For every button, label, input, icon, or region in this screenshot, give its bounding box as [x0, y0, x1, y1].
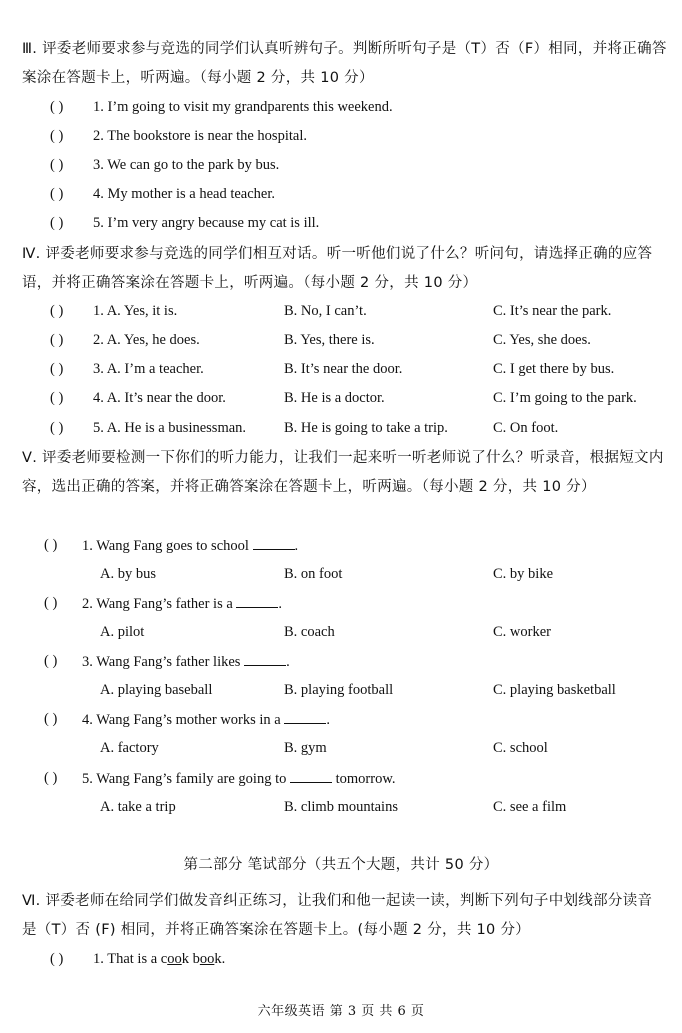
answer-paren: ( ) — [44, 711, 58, 727]
question-5-1: 1. Wang Fang goes to school . — [82, 538, 299, 554]
answer-paren: ( ) — [50, 186, 64, 202]
option-a: 2. A. Yes, he does. — [93, 332, 200, 348]
part-2-title: 第二部分 笔试部分（共五个大题，共计 50 分） — [183, 857, 499, 873]
answer-paren: ( ) — [50, 361, 64, 377]
option-a: 4. A. It’s near the door. — [93, 390, 226, 406]
answer-paren: ( ) — [50, 157, 64, 173]
option-c: C. school — [493, 740, 548, 756]
answer-paren: ( ) — [44, 595, 58, 611]
option-a: 3. A. I’m a teacher. — [93, 361, 204, 377]
question-3-5: 5. I’m very angry because my cat is ill. — [93, 215, 320, 231]
option-a: 5. A. He is a businessman. — [93, 420, 247, 436]
question-6-1: 1. That is a cook book. — [93, 951, 226, 967]
answer-paren: ( ) — [50, 128, 64, 144]
answer-blank — [244, 653, 286, 666]
option-a: A. factory — [100, 740, 159, 756]
answer-paren: ( ) — [44, 653, 58, 669]
section-5-instruction: Ⅴ. 评委老师要检测一下你们的听力能力，让我们一起来听一听老师说了什么？听录音，根据短文内容，选出正确的答案，并将正确答案涂在答题卡上，听两遍。（每小题 2 分，共 10 分） — [22, 450, 664, 495]
option-a: A. playing baseball — [100, 682, 213, 698]
answer-blank — [236, 595, 278, 608]
section-6-instruction: Ⅵ. 评委老师在给同学们做发音纠正练习，让我们和他一起读一读，判断下列句子中划线部分读音是（T）否 (F) 相同，并将正确答案涂在答题卡上。(每小题 2 分，共 10 分） — [22, 893, 653, 938]
option-c: C. by bike — [493, 566, 554, 582]
option-b: B. playing football — [284, 682, 394, 698]
answer-paren: ( ) — [44, 770, 58, 786]
option-a: 1. A. Yes, it is. — [93, 303, 178, 319]
question-5-5: 5. Wang Fang’s family are going to tomorrow. — [82, 771, 396, 787]
option-b: B. gym — [284, 740, 327, 756]
page-footer: 六年级英语 第 3 页 共 6 页 — [257, 1004, 425, 1019]
question-3-4: 4. My mother is a head teacher. — [93, 186, 275, 202]
option-c: C. see a film — [493, 799, 567, 815]
option-b: B. coach — [284, 624, 335, 640]
option-b: B. He is going to take a trip. — [284, 420, 448, 436]
answer-paren: ( ) — [50, 420, 64, 436]
question-3-1: 1. I’m going to visit my grandparents this weekend. — [93, 99, 393, 115]
option-c: C. I get there by bus. — [493, 361, 615, 377]
question-5-4: 4. Wang Fang’s mother works in a . — [82, 712, 330, 728]
question-3-2: 2. The bookstore is near the hospital. — [93, 128, 307, 144]
option-a: A. by bus — [100, 566, 156, 582]
underlined-part: oo — [199, 951, 215, 967]
question-5-3: 3. Wang Fang’s father likes . — [82, 654, 290, 670]
answer-paren: ( ) — [50, 332, 64, 348]
answer-paren: ( ) — [50, 303, 64, 319]
answer-paren: ( ) — [44, 537, 58, 553]
answer-paren: ( ) — [50, 390, 64, 406]
answer-blank — [290, 770, 332, 783]
option-b: B. It’s near the door. — [284, 361, 403, 377]
answer-blank — [253, 537, 295, 550]
underlined-part: oo — [167, 951, 182, 967]
option-b: B. He is a doctor. — [284, 390, 385, 406]
option-c: C. On foot. — [493, 420, 559, 436]
answer-paren: ( ) — [50, 215, 64, 231]
option-c: C. worker — [493, 624, 551, 640]
option-b: B. Yes, there is. — [284, 332, 375, 348]
option-a: A. take a trip — [100, 799, 176, 815]
option-b: B. No, I can’t. — [284, 303, 367, 319]
question-5-2: 2. Wang Fang’s father is a . — [82, 596, 283, 612]
section-3-instruction: Ⅲ. 评委老师要求参与竞选的同学们认真听辨句子。判断所听句子是（T）否（F）相同，并将正确答案涂在答题卡上，听两遍。（每小题 2 分，共 10 分） — [22, 41, 667, 86]
answer-blank — [284, 711, 326, 724]
option-c: C. It’s near the park. — [493, 303, 612, 319]
section-4-instruction: Ⅳ. 评委老师要求参与竞选的同学们相互对话。听一听他们说了什么？听问句，请选择正确的应答语，并将正确答案涂在答题卡上，听两遍。（每小题 2 分，共 10 分） — [22, 246, 653, 291]
question-3-3: 3. We can go to the park by bus. — [93, 157, 280, 173]
option-c: C. Yes, she does. — [493, 332, 591, 348]
option-b: B. climb mountains — [284, 799, 398, 815]
answer-paren: ( ) — [50, 951, 64, 967]
option-a: A. pilot — [100, 624, 145, 640]
answer-paren: ( ) — [50, 99, 64, 115]
option-b: B. on foot — [284, 566, 343, 582]
option-c: C. playing basketball — [493, 682, 616, 698]
option-c: C. I’m going to the park. — [493, 390, 637, 406]
